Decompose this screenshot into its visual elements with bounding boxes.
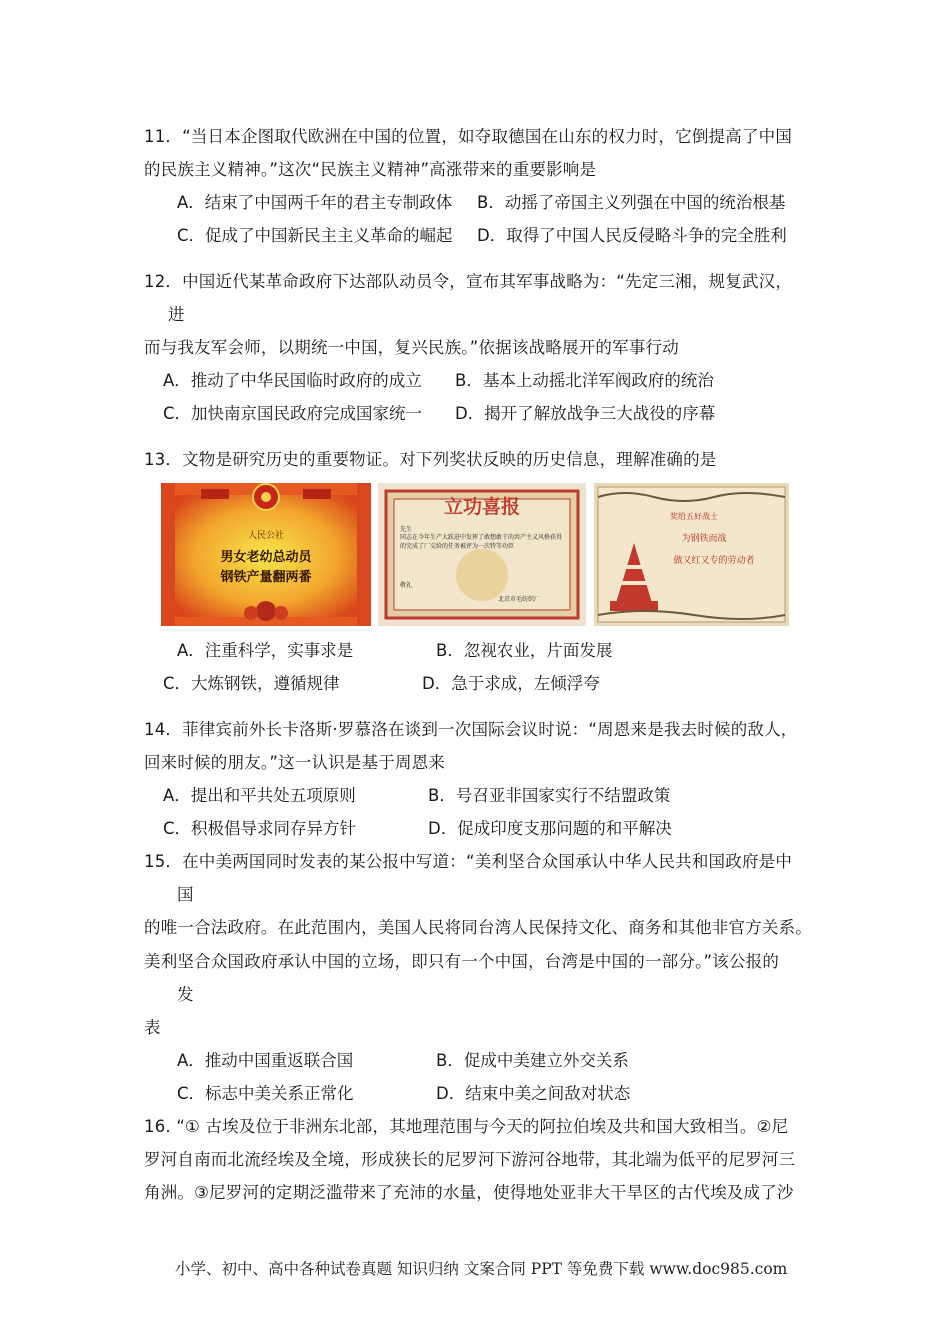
q15-text-1: 在中美两国同时发表的某公报中写道：“美利坚合众国承认中华人民共和国政府是中 bbox=[182, 852, 793, 871]
certificate-image-1 bbox=[161, 483, 371, 626]
img1-slogan-1: 男女老幼总动员 bbox=[220, 550, 312, 565]
q14-option-a: A．提出和平共处五项原则 bbox=[163, 786, 356, 805]
q15-option-c: C．标志中美关系正常化 bbox=[177, 1084, 354, 1103]
q15-option-a: A．推动中国重返联合国 bbox=[177, 1051, 354, 1070]
q12-line-2: 进 bbox=[168, 305, 185, 324]
q14-option-c: C．积极倡导求同存异方针 bbox=[163, 819, 357, 838]
q13-line-1 bbox=[144, 449, 717, 471]
q11-option-b: B．动摇了帝国主义列强在中国的统治根基 bbox=[477, 193, 786, 212]
q15-option-d: D．结束中美之间敌对状态 bbox=[436, 1084, 631, 1103]
q16-text-1: “① 古埃及位于非洲东北部，其地理范围与今天的阿拉伯埃及共和国大致相当。②尼 bbox=[176, 1117, 789, 1136]
q16-line-2: 罗河自南而北流经埃及全境，形成狭长的尼罗河下游河谷地带，其北端为低平的尼罗河三 bbox=[144, 1150, 796, 1169]
q13-option-c: C．大炼钢铁，遵循规律 bbox=[163, 674, 340, 693]
q16-line-3: 角洲。③尼罗河的定期泛滥带来了充沛的水量，使得地处亚非大干旱区的古代埃及成了沙 bbox=[144, 1183, 794, 1202]
q15-line-3: 的唯一合法政府。在此范围内，美国人民将同台湾人民保持文化、商务和其他非官方关系。 bbox=[144, 918, 812, 937]
q11-number: 11． bbox=[144, 127, 183, 146]
q15-line-5: 发 bbox=[177, 985, 194, 1004]
q15-number: 15． bbox=[144, 852, 183, 871]
q11-option-c: C．促成了中国新民主主义革命的崛起 bbox=[177, 226, 453, 245]
q11-line-1 bbox=[144, 126, 792, 148]
img2-signature: 北京市毛纺织厂 bbox=[498, 596, 541, 603]
page-footer: 小学、初中、高中各种试卷真题 知识归纳 文案合同 PPT 等免费下载 www.doc985.com bbox=[175, 1260, 788, 1278]
q14-line-2: 回来时候的朋友。”这一认识是基于周恩来 bbox=[144, 753, 446, 772]
img2-closing: 敬礼 bbox=[400, 582, 413, 589]
q14-option-b: B．号召亚非国家实行不结盟政策 bbox=[428, 786, 671, 805]
img2-title: 立功喜报 bbox=[443, 496, 521, 518]
q14-option-d: D．促成印度支那问题的和平解决 bbox=[428, 819, 672, 838]
q13-text-1: 文物是研究历史的重要物证。对下列奖状反映的历史信息，理解准确的是 bbox=[182, 450, 717, 469]
q12-option-c: C．加快南京国民政府完成国家统一 bbox=[163, 404, 423, 423]
q12-number: 12． bbox=[144, 272, 183, 291]
q11-option-a: A．结束了中国两千年的君主专制政体 bbox=[177, 193, 453, 212]
q15-line-1 bbox=[144, 851, 792, 873]
q12-line-3: 而与我友军会师，以期统一中国，复兴民族。”依据该战略展开的军事行动 bbox=[144, 338, 679, 357]
q15-line-6: 表 bbox=[144, 1018, 161, 1037]
certificate-image-2 bbox=[378, 483, 586, 626]
q12-option-a: A．推动了中华民国临时政府的成立 bbox=[163, 371, 422, 390]
img1-header-text: 人民公社 bbox=[247, 531, 285, 541]
q12-line-1 bbox=[144, 271, 792, 293]
img2-body: 同志在今年生产大跃进中发挥了敢想敢干的共产主义风格获得的完成了厂交给的任务被评为一次特等功臣 bbox=[400, 534, 563, 550]
q16-number: 16. bbox=[144, 1117, 171, 1136]
q13-option-b: B．忽视农业，片面发展 bbox=[436, 641, 613, 660]
img1-slogan-2: 钢铁产量翻两番 bbox=[220, 570, 312, 585]
img2-greeting: 先生 bbox=[400, 526, 413, 533]
q12-text-1: 中国近代某革命政府下达部队动员令，宣布其军事战略为：“先定三湘，规复武汉， bbox=[182, 272, 793, 291]
q14-line-1 bbox=[144, 719, 798, 741]
q12-option-b: B．基本上动摇北洋军阀政府的统治 bbox=[455, 371, 714, 390]
q11-text-1: “当日本企图取代欧洲在中国的位置，如夺取德国在山东的权力时，它倒提高了中国 bbox=[182, 127, 793, 146]
q13-number: 13． bbox=[144, 450, 183, 469]
img3-line-1: 为钢铁而战 bbox=[681, 534, 727, 544]
q11-option-d: D．取得了中国人民反侵略斗争的完全胜利 bbox=[477, 226, 787, 245]
q16-line-1 bbox=[144, 1116, 788, 1138]
img3-line-2: 做又红又专的劳动者 bbox=[673, 556, 755, 566]
q13-option-a: A．注重科学，实事求是 bbox=[177, 641, 354, 660]
q14-text-1: 菲律宾前外长卡洛斯·罗慕洛在谈到一次国际会议时说：“周恩来是我去时候的敌人， bbox=[182, 720, 798, 739]
q15-line-4: 美利坚合众国政府承认中国的立场，即只有一个中国，台湾是中国的一部分。”该公报的 bbox=[144, 952, 780, 971]
q12-option-d: D．揭开了解放战争三大战役的序幕 bbox=[455, 404, 716, 423]
q15-option-b: B．促成中美建立外交关系 bbox=[436, 1051, 629, 1070]
q11-line-2: 的民族主义精神。”这次“民族主义精神”高涨带来的重要影响是 bbox=[144, 160, 597, 179]
q15-line-2: 国 bbox=[177, 885, 194, 904]
certificate-image-3 bbox=[594, 483, 789, 626]
q13-option-d: D．急于求成，左倾浮夸 bbox=[422, 674, 600, 693]
img3-title: 奖给五好战士 bbox=[670, 512, 718, 521]
q14-number: 14． bbox=[144, 720, 183, 739]
